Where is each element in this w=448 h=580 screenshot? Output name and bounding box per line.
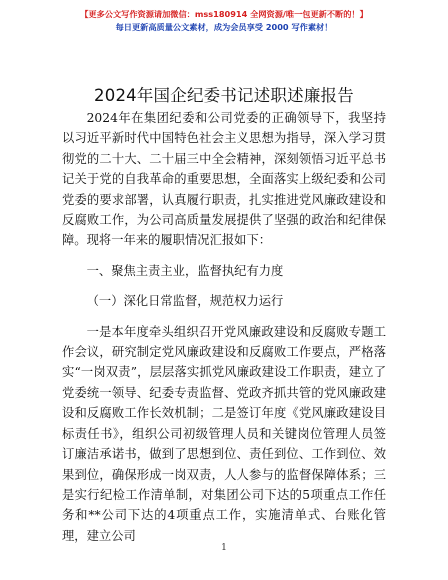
document-title: 2024年国企纪委书记述职述廉报告 — [94, 86, 354, 105]
promo-banner-line-2: 每日更新高质量公文素材，成为会员享受 2000 写作素材！ — [115, 22, 333, 32]
section-heading: 一、聚焦主责主业，监督执纪有力度 — [86, 263, 284, 278]
document-body — [62, 108, 386, 546]
promo-banner-line-1: 【更多公文写作资源请加微信：mss180914 全网资源/唯一包更新不断的！】 — [80, 9, 368, 19]
intro-paragraph: 2024年在集团纪委和公司党委的正确领导下，我坚持以习近平新时代中国特色社会主义思想为指导，深入学习贯彻党的二十大、二十届三中全会精神，深刻领悟习近平总书记关于党的自我革命的重要思想，全面落实上级纪委和公司党委的要求部署，认真履行职责，扎实推进党风廉政建设和反腐败工作，为公司高质量发展提供了坚强的政治和纪律保障。现将一年来的履职情况汇报如下： — [62, 111, 386, 248]
subsection-heading: （一）深化日常监督，规范权力运行 — [86, 294, 284, 309]
page-number: 1 — [221, 543, 227, 553]
body-paragraph: 一是本年度牵头组织召开党风廉政建设和反腐败专题工作会议，研究制定党风廉政建设和反腐败工作要点，严格落实“一岗双责”，层层落实抓党风廉政建设工作职责，建立了党委统一领导、纪委专责监督、党政齐抓共管的党风廉政建设和反腐败工作长效机制；二是签订年度《党风廉政建设目标责任书》，组织公司初级管理人员和关键岗位管理人员签订廉洁承诺书，做到了思想到位、责任到位、工作到位、效果到位，确保形成一岗双责，人人参与的监督保障体系；三是实行纪检工作清单制，对集团公司下达的5项重点工作任务和**公司下达的4项重点工作，实施清单式、台账化管理，建立公司 — [62, 324, 386, 543]
